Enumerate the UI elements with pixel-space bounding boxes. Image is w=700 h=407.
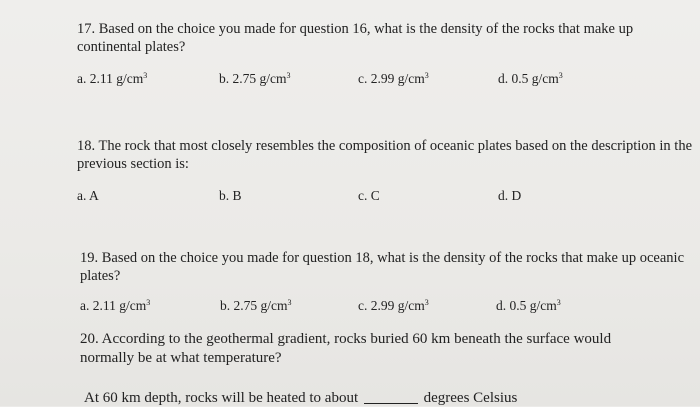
q17-text-line2: continental plates? [77,39,186,55]
q20-text-line2: normally be at what temperature? [80,350,282,366]
q19-text-line1: 19. Based on the choice you made for question 18, what is the density of the rocks that make up oceanic [80,250,685,266]
q18-text-line2: previous section is: [77,156,189,172]
q20-answer-line [84,389,517,407]
q18-option-c[interactable]: c. C [358,188,380,203]
q20-answer-prefix: At 60 km depth, rocks will be heated to about [84,390,359,406]
q20-answer-blank[interactable] [364,389,418,404]
q17-text-line1: 17. Based on the choice you made for question 16, what is the density of the rocks that make up [77,21,634,37]
q20-text-line1: 20. According to the geothermal gradient, rocks buried 60 km beneath the surface would [80,331,612,347]
q17-option-c[interactable]: c. 2.99 $g/cm^3$ [358,71,429,86]
q19-option-d[interactable]: d. 0.5 $g/cm^3$ [496,298,561,313]
q17-option-b[interactable]: b. 2.75 $g/cm^3$ [219,71,291,86]
q18-option-a[interactable]: a. A [77,188,99,203]
q18-text-line1: 18. The rock that most closely resembles the composition of oceanic plates based on the description in the [77,138,693,154]
q19-option-c[interactable]: c. 2.99 $g/cm^3$ [358,298,429,313]
q19-text-line2: plates? [80,268,121,284]
q20-answer-suffix: degrees Celsius [423,390,518,406]
q19-option-a[interactable]: a. 2.11 $g/cm^3$ [80,298,151,313]
q17-option-a[interactable]: a. 2.11 $g/cm^3$ [77,71,148,86]
q17-option-d[interactable]: d. 0.5 $g/cm^3$ [498,71,563,86]
q19-option-b[interactable]: b. 2.75 $g/cm^3$ [220,298,292,313]
q18-option-d[interactable]: d. D [498,188,522,203]
q18-option-b[interactable]: b. B [219,188,242,203]
